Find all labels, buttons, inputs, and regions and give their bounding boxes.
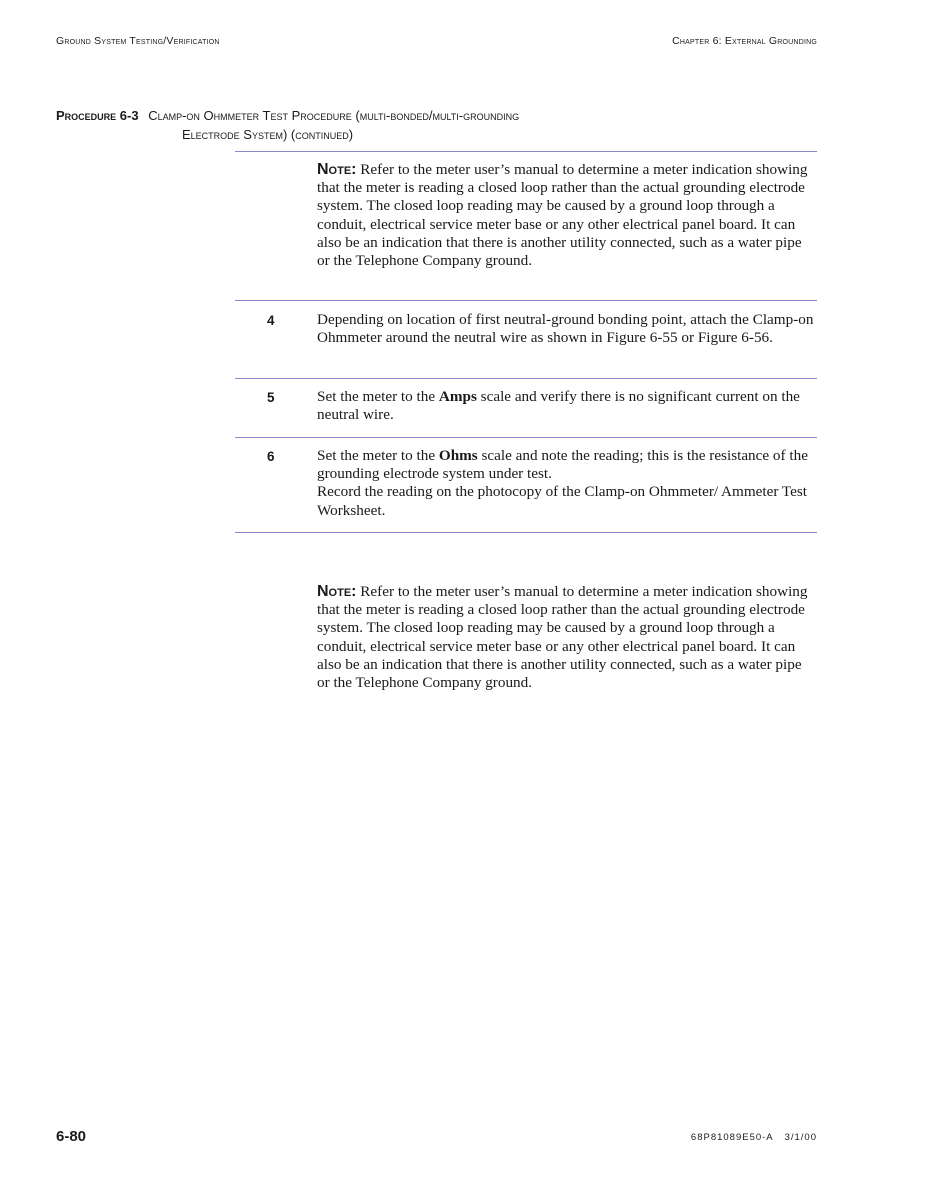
note-text: Refer to the meter user’s manual to determine a meter indication showing that the meter is reading a closed loop rather than the actual grounding electrode system. The closed loop reading may be caused by a ground loop through a conduit, electrical service meter base or any other electrical panel board. It can also be an indication that there is another utility connected, such as a water pipe or the Telephone Company ground. [317, 583, 808, 692]
running-header-right: Chapter 6: External Grounding [672, 35, 817, 47]
note-block-1 [317, 161, 817, 270]
procedure-title-line1: Clamp-on Ohmmeter Test Procedure (multi-bonded/multi-grounding [148, 108, 520, 123]
step-text-5-after: scale and verify there is no significant current on the neutral wire. [317, 388, 800, 424]
step-number-4: 4 [267, 313, 275, 328]
step-text-6-line2: Record the reading on the photocopy of the Clamp-on Ohmmeter/ Ammeter Test Worksheet. [317, 483, 808, 519]
procedure-title [56, 106, 696, 144]
row-divider [235, 300, 817, 301]
step-text-5-before: Set the meter to the [317, 388, 439, 405]
procedure-label: Procedure 6-3 [56, 108, 139, 123]
step-text-6-after: scale and note the reading; this is the resistance of the grounding electrode system under test. [317, 447, 808, 483]
document-date: 3/1/00 [784, 1132, 817, 1143]
step-text-5 [317, 388, 817, 424]
row-divider [235, 378, 817, 379]
document-id-and-date [691, 1132, 817, 1143]
step-text-6 [317, 447, 817, 520]
step-keyword-ohms: Ohms [438, 447, 478, 464]
procedure-title-line2: Electrode System) (continued) [182, 127, 354, 142]
step-keyword-amps: Amps [438, 388, 477, 405]
step-number-5: 5 [267, 390, 275, 405]
row-divider [235, 437, 817, 438]
running-header-left: Ground System Testing/Verification [56, 35, 220, 47]
note-block-2 [317, 583, 817, 692]
step-text-6-before: Set the meter to the [317, 447, 439, 464]
note-label: Note: [317, 161, 357, 178]
note-label: Note: [317, 583, 357, 600]
document-id: 68P81089E50-A [690, 1132, 774, 1143]
step-text-4: Depending on location of first neutral-ground bonding point, attach the Clamp-on Ohmmeter around the neutral wire as shown in Figure 6-55 or Figure 6-56. [317, 311, 814, 347]
page-number: 6-80 [56, 1128, 87, 1145]
table-top-rule [235, 151, 817, 152]
note-text: Refer to the meter user’s manual to determine a meter indication showing that the meter is reading a closed loop rather than the actual grounding electrode system. The closed loop reading may be caused by a ground loop through a conduit, electrical service meter base or any other electrical panel board. It can also be an indication that there is another utility connected, such as a water pipe or the Telephone Company ground. [317, 161, 808, 270]
table-bottom-rule [235, 532, 817, 533]
step-number-6: 6 [267, 449, 275, 464]
